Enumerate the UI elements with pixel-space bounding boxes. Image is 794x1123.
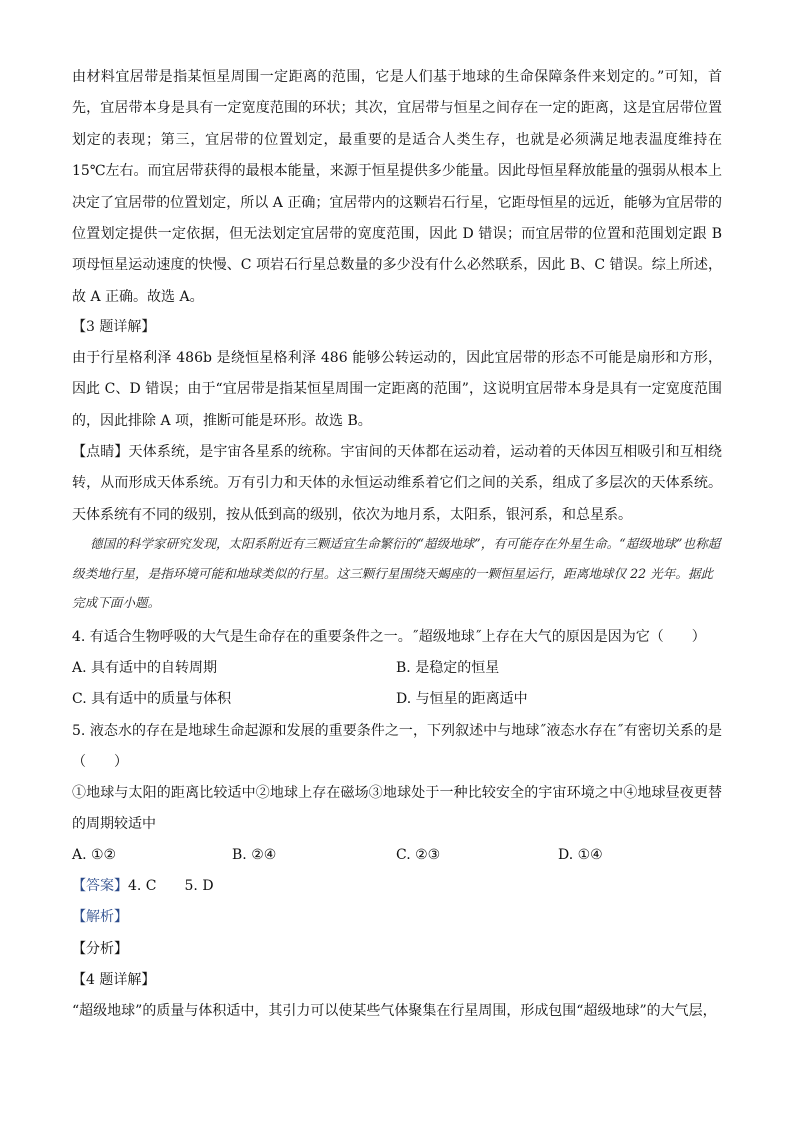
q5-statements: ①地球与太阳的距离比较适中②地球上存在磁场③地球处于一种比较安全的宇宙环境之中④地球昼夜更替的周期较适中 <box>72 785 722 833</box>
q5-stem: 5. 液态水的存在是地球生命起源和发展的重要条件之一，下列叙述中与地球˝液态水存在˝有密切关系的是（ ） <box>72 723 722 771</box>
answer-line <box>72 871 722 902</box>
answer-label: 【答案】 <box>72 878 128 894</box>
q2-analysis-paragraph: 由材料宜居带是指某恒星周围一定距离的范围，它是人们基于地球的生命保障条件来划定的。”可知，首先，宜居带本身是具有一定宽度范围的环状；其次，宜居带与恒星之间存在一定的距离，这是宜居带位置划定的表现；第三，宜居带的位置划定，最重要的是适合人类生存，也就是必须满足地表温度维持在 15℃左右。而宜居带获得的最根本能量，来源于恒星提供多少能量。因此母恒星释放能量的强弱从根本上决定了宜居带的位置划定，所以 A 正确；宜居带内的这颗岩石行星，它距母恒星的远近，能够为宜居带的位置划定提供一定依据，但无法划定宜居带的宽度范围，因此 D 错误；而宜居带的位置和范围划定跟 B 项母恒星运动速度的快慢、C 项岩石行星总数量的多少没有什么必然联系，因此 B、C 错误。综上所述，故 A 正确。故选 A。 <box>72 69 722 305</box>
q5-option-b: B. ②④ <box>232 847 277 863</box>
q3-heading: 【3 题详解】 <box>72 319 156 335</box>
fenxi-label: 【分析】 <box>72 941 128 957</box>
q5-option-c: C. ②③ <box>396 847 441 863</box>
q4-option-a: A. 具有适中的自转周期 <box>72 660 218 676</box>
q4-heading: 【4 题详解】 <box>72 972 156 988</box>
dianjing-label: 【点睛】 <box>72 444 129 460</box>
jiexi-label: 【解析】 <box>72 909 128 925</box>
answer-text: 4. C 5. D <box>128 878 214 894</box>
q4-options-row-1 <box>72 653 722 684</box>
material-paragraph: 德国的科学家研究发现，太阳系附近有三颗适宜生命繁衍的“超级地球”，有可能存在外星生命。“超级地球”也称超级类地行星，是指环境可能和地球类似的行星。这三颗行星围绕天蝎座的一颗恒星运行，距离地球仅 22 光年。据此完成下面小题。 <box>72 536 721 610</box>
q5-option-d: D. ①④ <box>558 847 603 863</box>
q5-option-a: A. ①② <box>72 847 117 863</box>
q5-options-row <box>72 840 722 871</box>
q4-option-d: D. 与恒星的距离适中 <box>396 691 528 707</box>
q4-option-c: C. 具有适中的质量与体积 <box>72 691 232 707</box>
q4-stem: 4. 有适合生物呼吸的大气是生命存在的重要条件之一。˝超级地球˝上存在大气的原因是因为它（ ） <box>72 629 706 645</box>
dianjing-paragraph <box>72 437 722 531</box>
q3-analysis-paragraph: 由于行星格利泽 486b 是绕恒星格利泽 486 能够公转运动的，因此宜居带的形态不可能是扇形和方形，因此 C、D 错误；由于“宜居带是指某恒星周围一定距离的范围”，这说明宜居带本身是具有一定宽度范围的，因此排除 A 项，推断可能是环形。故选 B。 <box>72 350 722 429</box>
q4-options-row-2 <box>72 684 722 715</box>
dianjing-text: 天体系统，是宇宙各星系的统称。宇宙间的天体都在运动着，运动着的天体因互相吸引和互相绕转，从而形成天体系统。万有引力和天体的永恒运动维系着它们之间的关系，组成了多层次的天体系统。天体系统有不同的级别，按从低到高的级别，依次为地月系，太阳系，银河系，和总星系。 <box>72 444 723 523</box>
q4-analysis-paragraph: “超级地球”的质量与体积适中，其引力可以使某些气体聚集在行星周围，形成包围“超级地球”的大气层， <box>72 1003 717 1019</box>
q4-option-b: B. 是稳定的恒星 <box>396 660 500 676</box>
